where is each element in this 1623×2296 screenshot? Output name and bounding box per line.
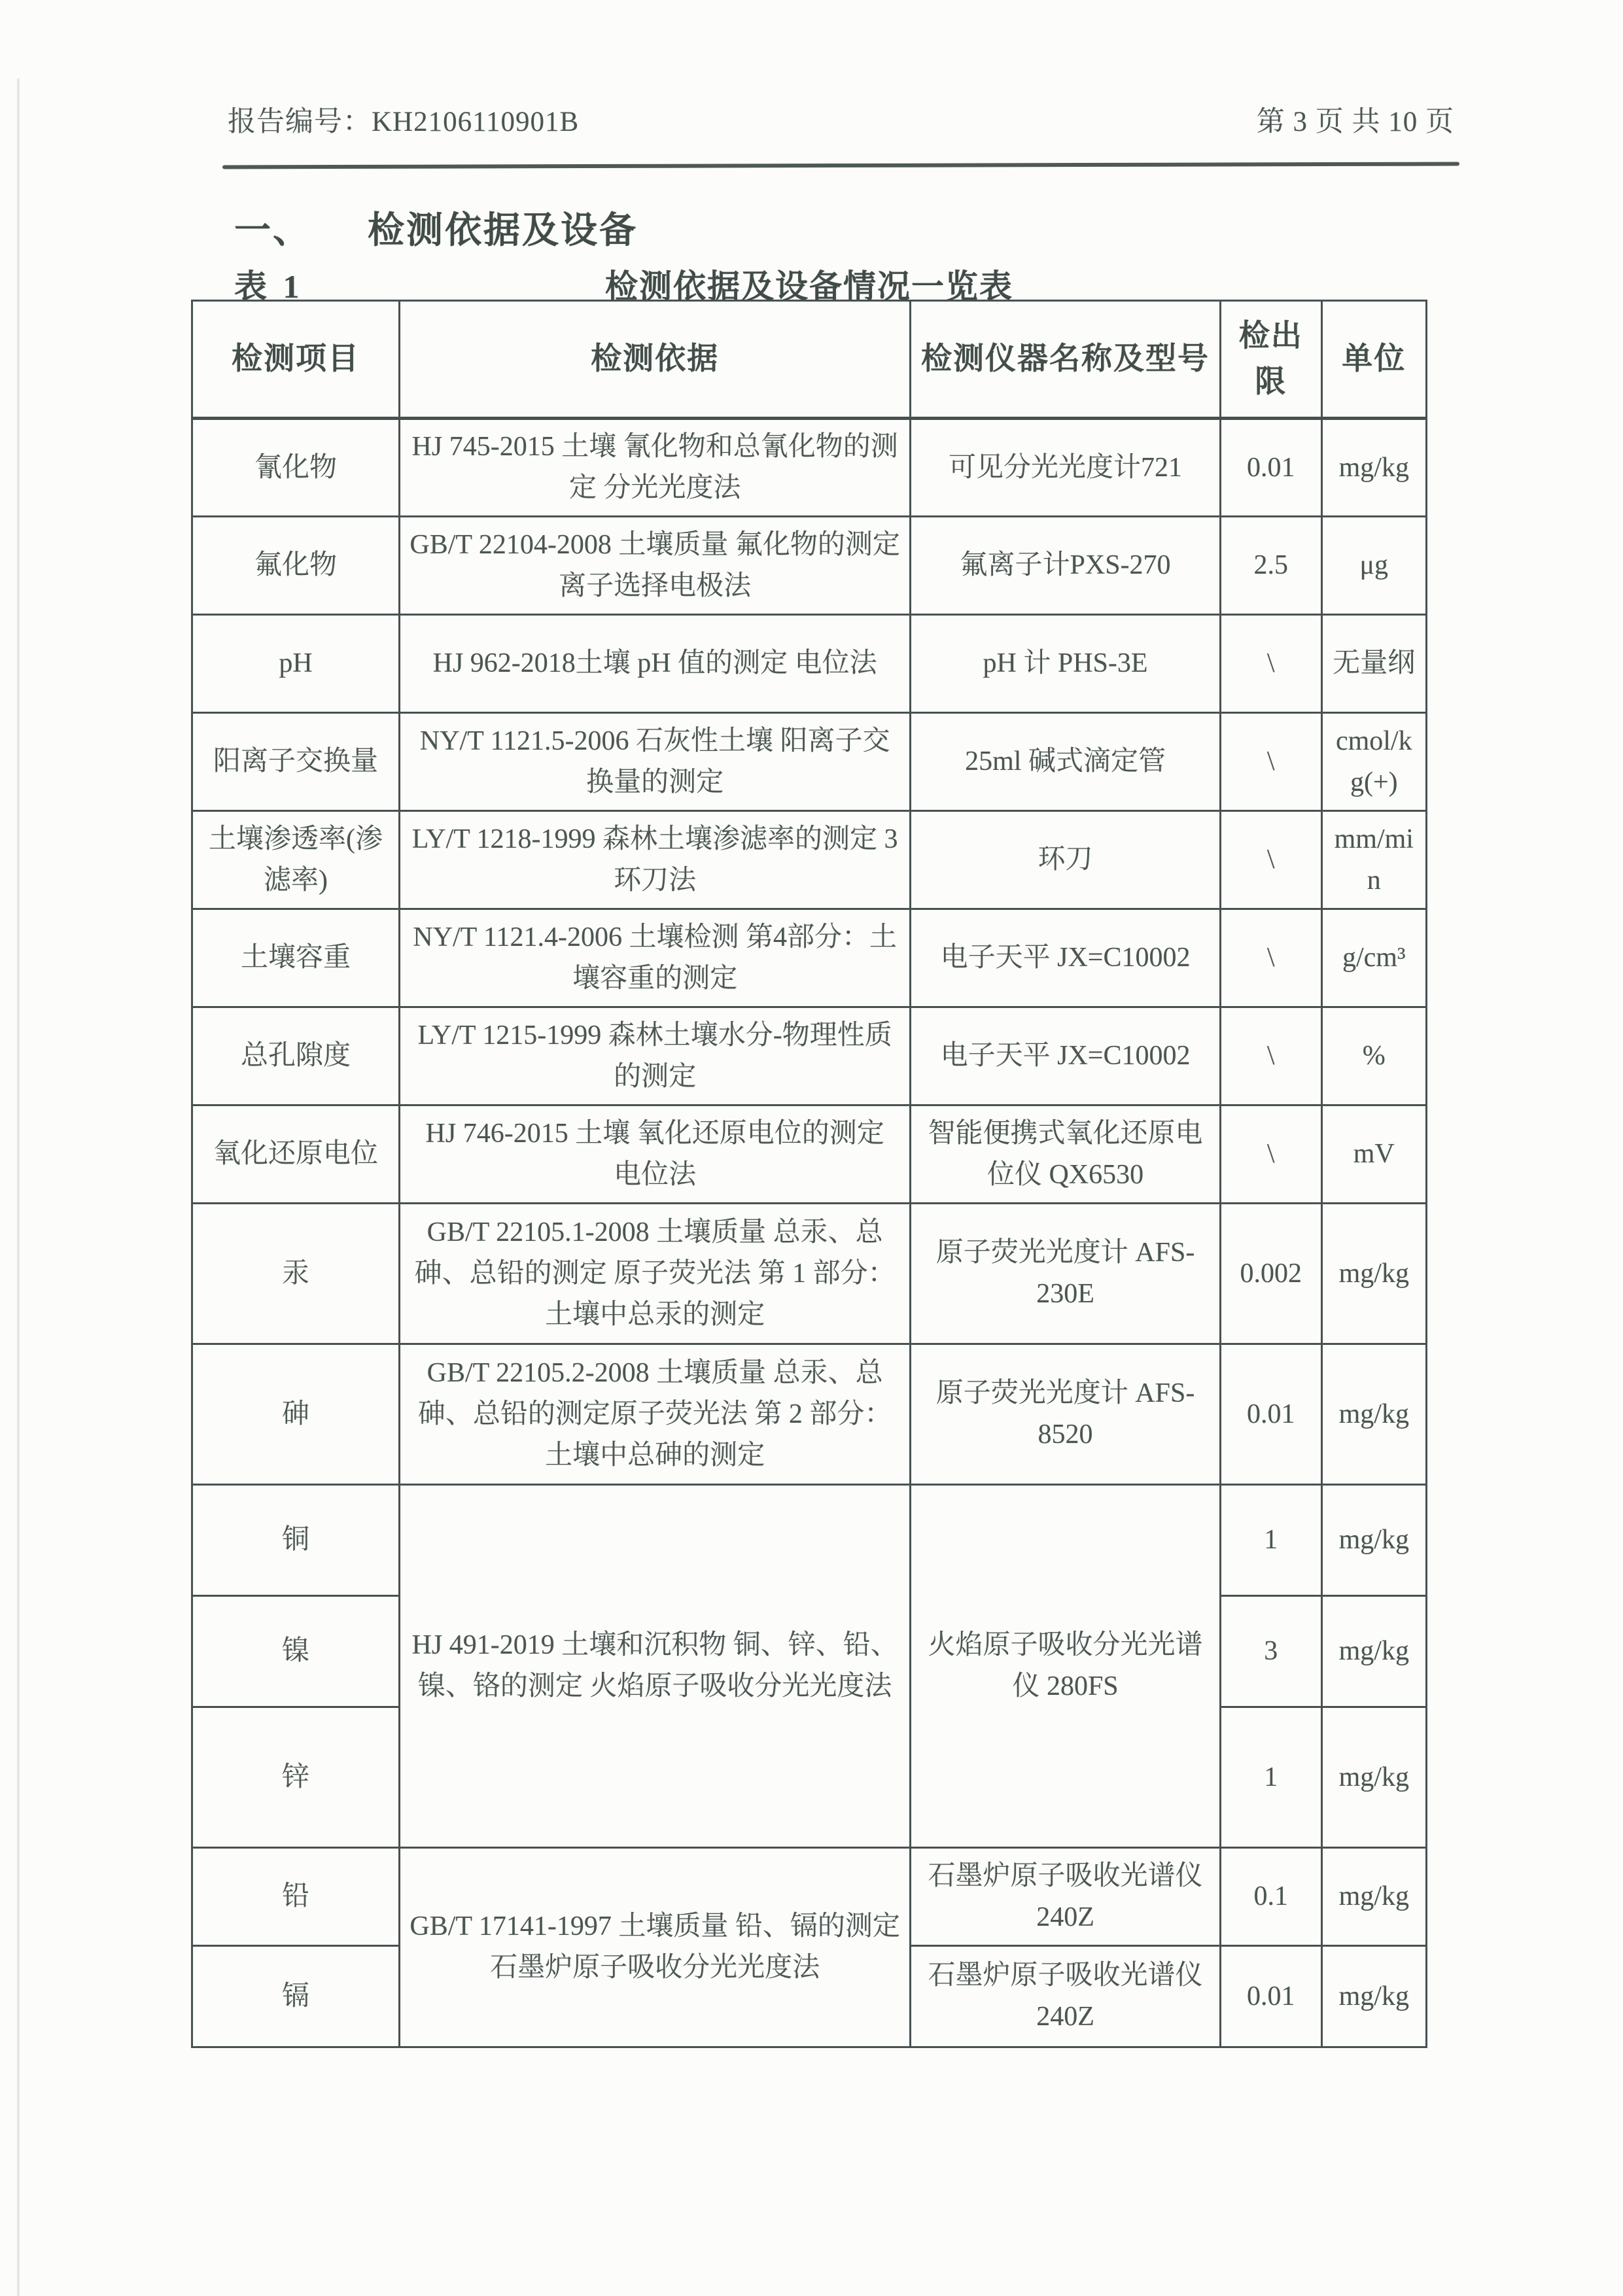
section-title: 检测依据及设备 [368,211,638,251]
item-cell: 锌 [192,1707,400,1848]
table-row [192,909,1427,1007]
unit-cell: mg/kg [1321,1707,1426,1848]
item-cell: 铜 [192,1485,400,1596]
unit-cell: mm/min [1321,811,1426,909]
instrument-cell: 火焰原子吸收分光光谱仪 280FS [911,1485,1221,1848]
unit-cell: mg/kg [1321,1344,1426,1485]
basis-cell: NY/T 1121.4-2006 土壤检测 第4部分：土壤容重的测定 [400,909,911,1007]
table-row [192,1344,1427,1485]
basis-cell: GB/T 22105.2-2008 土壤质量 总汞、总砷、总铅的测定原子荧光法 第 2 部分：土壤中总砷的测定 [400,1344,911,1485]
item-cell: 镉 [192,1946,400,2047]
instrument-cell: 电子天平 JX=C10002 [911,909,1221,1007]
equipment-table [191,300,1427,2048]
basis-cell: HJ 745-2015 土壤 氰化物和总氰化物的测定 分光光度法 [400,419,911,517]
item-cell: 砷 [192,1344,400,1485]
scan-edge-artifact [17,78,20,2296]
detection-limit-cell: 0.1 [1220,1848,1321,1946]
instrument-cell: 可见分光光度计721 [911,419,1221,517]
instrument-column-header: 检测仪器名称及型号 [911,301,1221,419]
unit-cell: mg/kg [1321,1485,1426,1596]
item-cell: 铅 [192,1848,400,1946]
table-row [192,615,1427,713]
basis-cell: NY/T 1121.5-2006 石灰性土壤 阳离子交换量的测定 [400,713,911,811]
table-label: 表 1 [234,268,304,305]
detection-limit-cell: 0.01 [1220,419,1321,517]
detection-limit-cell: 0.01 [1220,1344,1321,1485]
table-row [192,811,1427,909]
item-cell: 阳离子交换量 [192,713,400,811]
table-caption [191,260,1427,305]
item-column-header: 检测项目 [192,301,400,419]
detection-limit-cell: 0.002 [1220,1204,1321,1344]
table-title: 检测依据及设备情况一览表 [605,268,1013,305]
item-cell: 总孔隙度 [192,1007,400,1105]
instrument-cell: 氟离子计PXS-270 [911,517,1221,615]
detection-limit-cell: \ [1220,1007,1321,1105]
table-row [192,1485,1427,1596]
basis-column-header: 检测依据 [400,301,911,419]
unit-cell: 无量纲 [1321,615,1426,713]
detection-limit-cell: \ [1220,713,1321,811]
table-header-row [192,301,1427,419]
detection-limit-cell: \ [1220,1105,1321,1204]
report-number: 报告编号：KH2106110901B [228,107,580,137]
instrument-cell: pH 计 PHS-3E [911,615,1221,713]
basis-cell: GB/T 22105.1-2008 土壤质量 总汞、总砷、总铅的测定 原子荧光法 第 1 部分：土壤中总汞的测定 [400,1204,911,1344]
unit-cell: mg/kg [1321,1946,1426,2047]
detection-limit-cell: 2.5 [1220,517,1321,615]
detection-limit-cell: 0.01 [1220,1946,1321,2047]
unit-cell: μg [1321,517,1426,615]
detection-limit-cell: 3 [1220,1596,1321,1707]
detection-limit-cell: 1 [1220,1485,1321,1596]
header-row [192,301,1427,419]
detection-limit-column-header: 检出限 [1220,301,1321,419]
table-row [192,1007,1427,1105]
item-cell: 氧化还原电位 [192,1105,400,1204]
section-heading [234,201,638,254]
unit-cell: mg/kg [1321,1204,1426,1344]
item-cell: 氟化物 [192,517,400,615]
basis-cell: LY/T 1218-1999 森林土壤渗滤率的测定 3 环刀法 [400,811,911,909]
item-cell: 氰化物 [192,419,400,517]
detection-limit-cell: \ [1220,811,1321,909]
basis-cell: LY/T 1215-1999 森林土壤水分-物理性质的测定 [400,1007,911,1105]
unit-cell: g/cm³ [1321,909,1426,1007]
item-cell: 土壤渗透率(渗滤率) [192,811,400,909]
page-indicator: 第 3 页 共 10 页 [1256,107,1454,137]
basis-cell: HJ 746-2015 土壤 氧化还原电位的测定 电位法 [400,1105,911,1204]
page-header [228,99,1454,139]
basis-cell: HJ 962-2018土壤 pH 值的测定 电位法 [400,615,911,713]
detection-limit-cell: \ [1220,909,1321,1007]
instrument-cell: 环刀 [911,811,1221,909]
instrument-cell: 智能便携式氧化还原电位仪 QX6530 [911,1105,1221,1204]
basis-cell: GB/T 17141-1997 土壤质量 铅、镉的测定 石墨炉原子吸收分光光度法 [400,1848,911,2047]
detection-limit-cell: \ [1220,615,1321,713]
table-row [192,713,1427,811]
basis-cell: HJ 491-2019 土壤和沉积物 铜、锌、铅、镍、铬的测定 火焰原子吸收分光光度法 [400,1485,911,1848]
unit-cell: mg/kg [1321,1596,1426,1707]
unit-cell: cmol/kg(+) [1321,713,1426,811]
basis-cell: GB/T 22104-2008 土壤质量 氟化物的测定 离子选择电极法 [400,517,911,615]
unit-cell: mg/kg [1321,419,1426,517]
item-cell: 镍 [192,1596,400,1707]
detection-limit-cell: 1 [1220,1707,1321,1848]
unit-cell: mg/kg [1321,1848,1426,1946]
instrument-cell: 电子天平 JX=C10002 [911,1007,1221,1105]
instrument-cell: 原子荧光光度计 AFS-8520 [911,1344,1221,1485]
item-cell: 土壤容重 [192,909,400,1007]
table-row [192,1204,1427,1344]
item-cell: 汞 [192,1204,400,1344]
item-cell: pH [192,615,400,713]
table-row [192,1848,1427,1946]
unit-column-header: 单位 [1321,301,1426,419]
table-row [192,517,1427,615]
unit-cell: mV [1321,1105,1426,1204]
table-body [192,419,1427,2047]
instrument-cell: 石墨炉原子吸收光谱仪 240Z [911,1848,1221,1946]
unit-cell: % [1321,1007,1426,1105]
section-number: 一、 [234,211,311,251]
instrument-cell: 石墨炉原子吸收光谱仪 240Z [911,1946,1221,2047]
instrument-cell: 25ml 碱式滴定管 [911,713,1221,811]
header-divider [222,162,1459,169]
table-row [192,1105,1427,1204]
table-row [192,419,1427,517]
instrument-cell: 原子荧光光度计 AFS-230E [911,1204,1221,1344]
